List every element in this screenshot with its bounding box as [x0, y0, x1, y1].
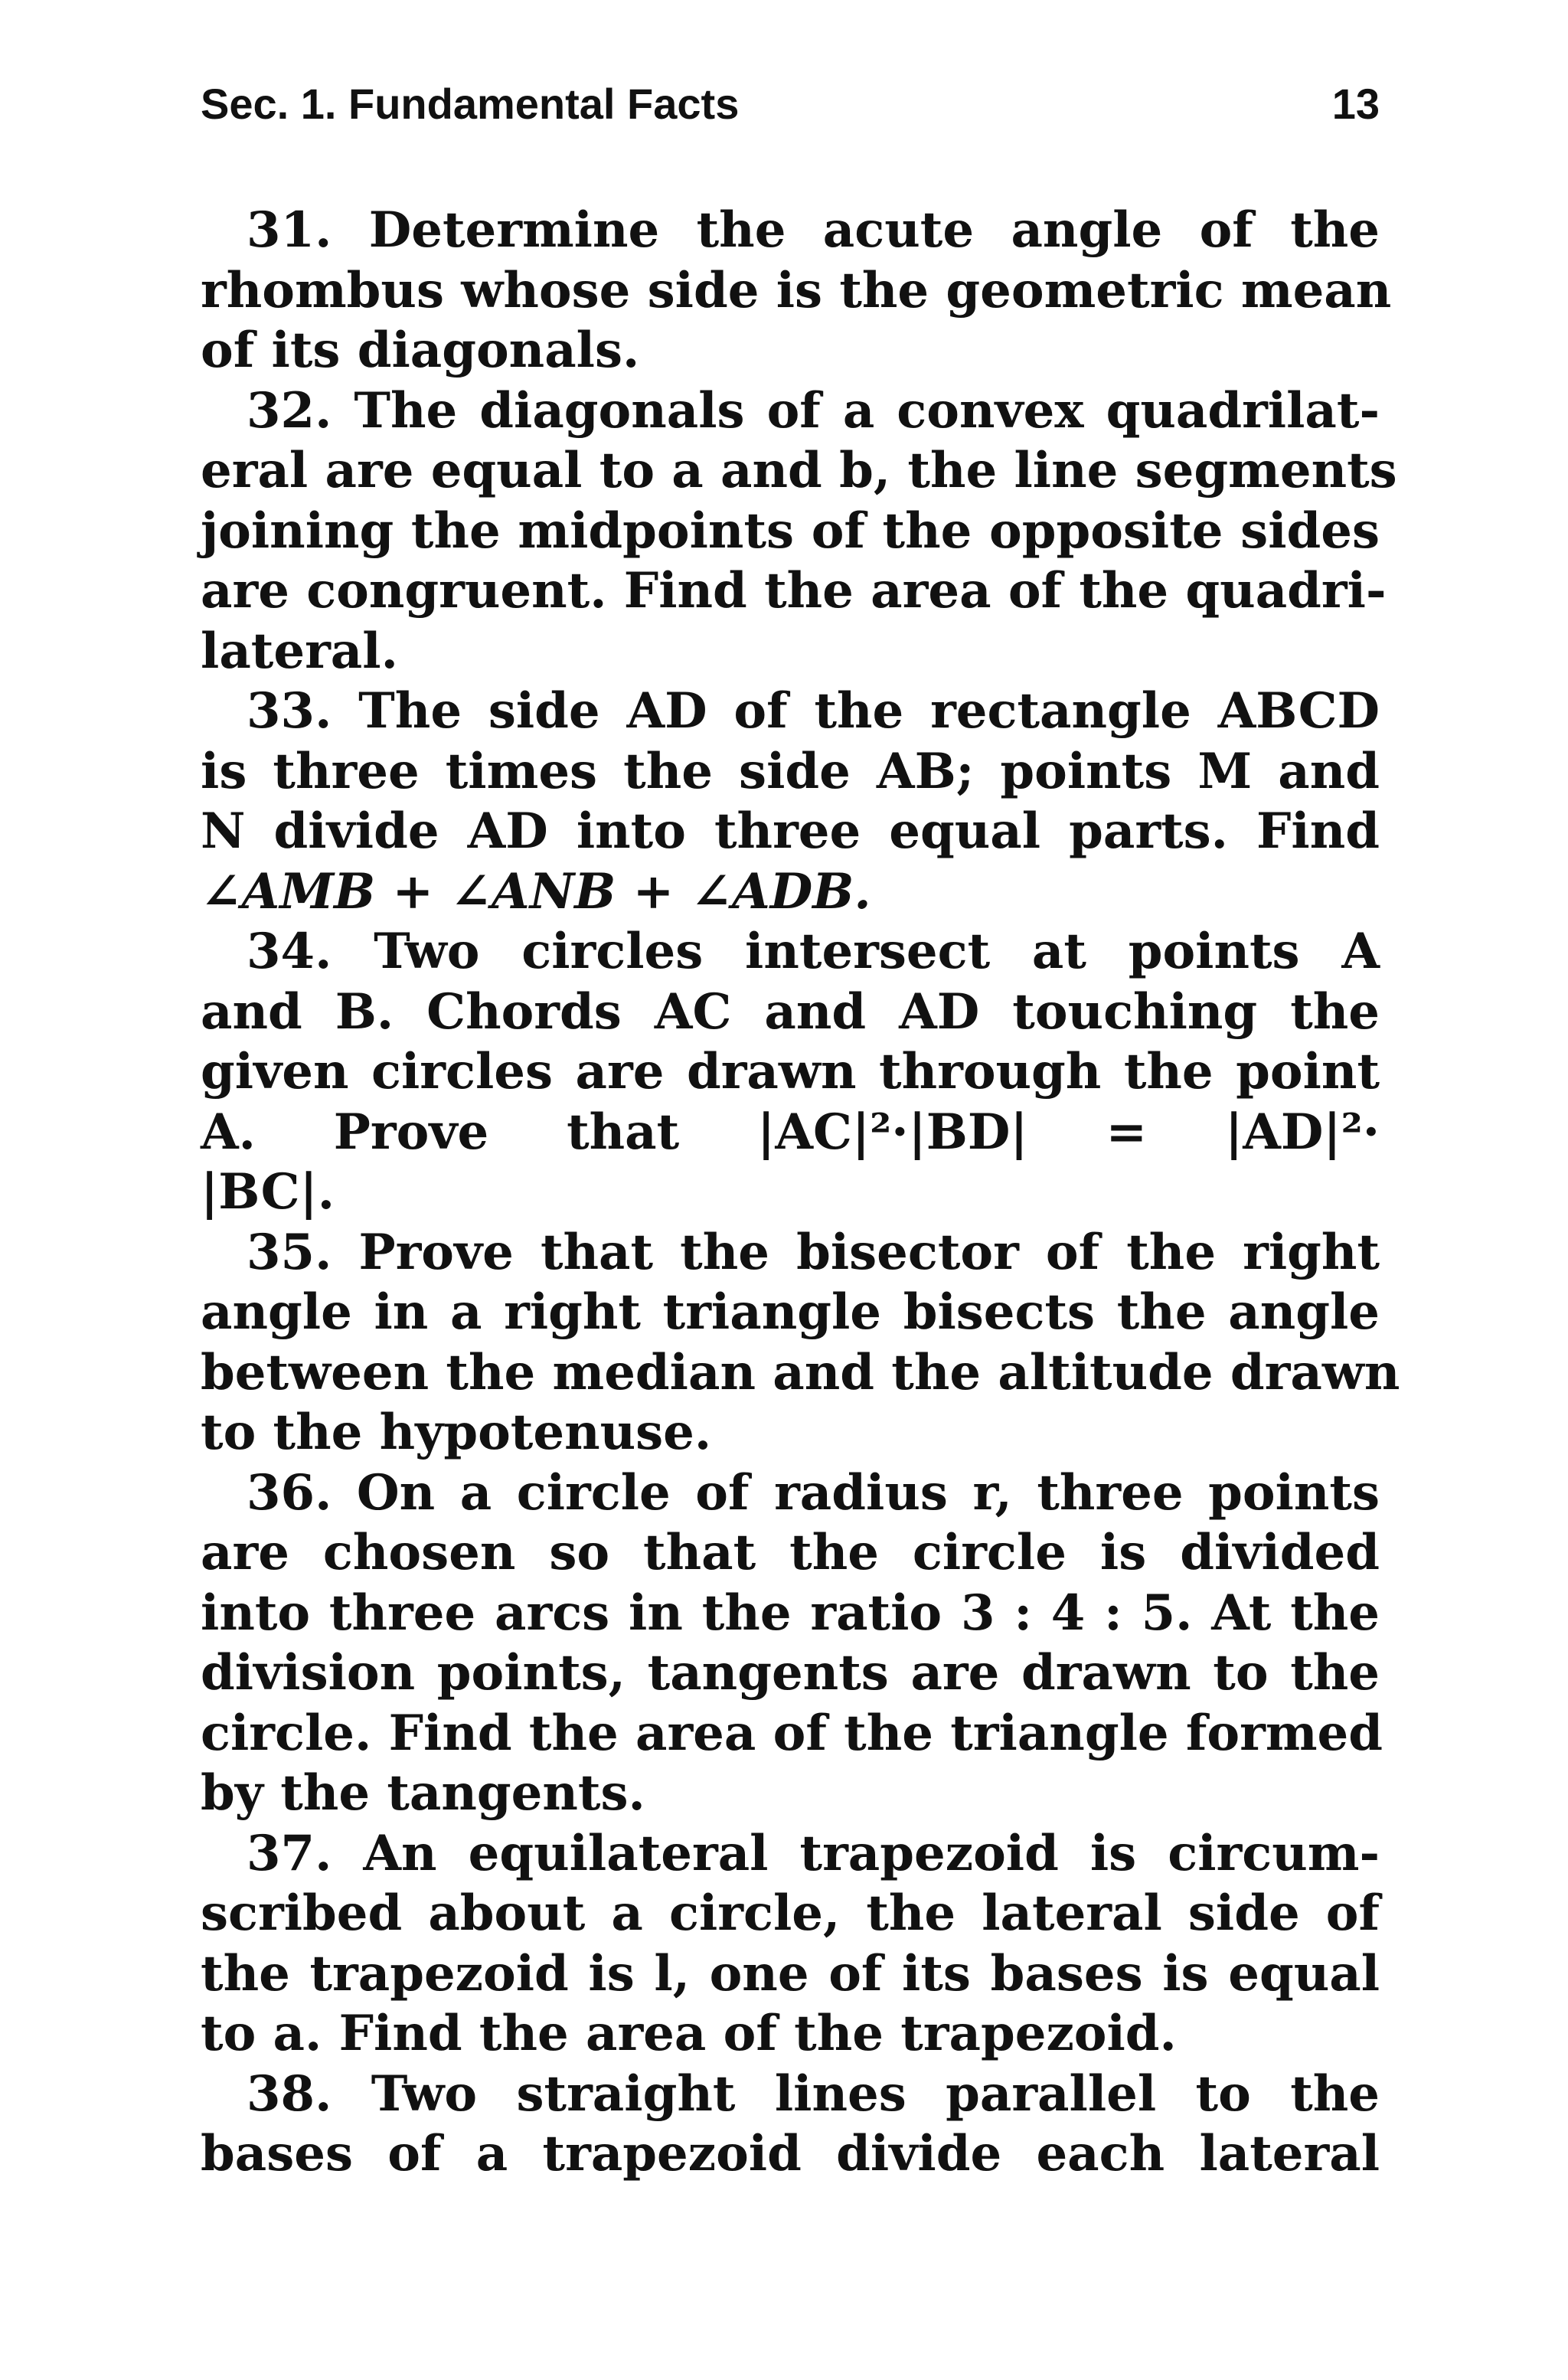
problem-text: Two straight lines parallel to the — [371, 2065, 1380, 2123]
problem-33-line-3: N divide AD into three equal parts. Find — [201, 803, 1380, 860]
problem-34-line-3: given circles are drawn through the point — [201, 1043, 1380, 1100]
problem-33-line-1 — [201, 682, 1380, 742]
problem-34-line-2: and B. Chords AC and AD touching the — [201, 982, 1380, 1041]
problem-32-line-3: joining the midpoints of the opposite sides — [201, 502, 1380, 560]
problem-number: 33. — [247, 682, 332, 740]
problem-text: An equilateral trapezoid is circum- — [363, 1824, 1380, 1882]
problem-31-line-1 — [201, 201, 1380, 261]
page-number: 13 — [1331, 80, 1380, 128]
problem-34-line-1 — [201, 922, 1380, 982]
problem-37-line-2: scribed about a circle, the lateral side of — [201, 1885, 1380, 1942]
problem-number: 36. — [247, 1463, 332, 1522]
problem-38-line-1 — [201, 2065, 1380, 2125]
problem-38-line-2: bases of a trapezoid divide each lateral — [201, 2125, 1380, 2182]
running-head — [201, 74, 1380, 135]
problem-36-line-4: division points, tangents are drawn to the — [201, 1644, 1380, 1702]
problem-text: Two circles intersect at points A — [374, 923, 1380, 980]
problem-32-line-4: are congruent. Find the area of the quadri- — [201, 562, 1387, 620]
problem-32-line-2: eral are equal to a and b, the line segments — [201, 442, 1397, 499]
problem-35-line-3: between the median and the altitude drawn — [201, 1343, 1400, 1401]
problem-36-line-1 — [201, 1463, 1380, 1524]
problem-32-line-1 — [201, 381, 1380, 442]
problem-37-line-1 — [201, 1824, 1380, 1885]
problem-number: 31. — [247, 201, 332, 259]
section-title: Sec. 1. Fundamental Facts — [201, 80, 740, 128]
problem-36-line-2: are chosen so that the circle is divided — [201, 1524, 1380, 1581]
problem-37-line-4: to a. Find the area of the trapezoid. — [201, 2005, 1177, 2062]
problem-35-line-1 — [201, 1223, 1380, 1283]
problem-number: 34. — [247, 923, 332, 980]
problem-number: 37. — [247, 1824, 332, 1882]
problem-36-line-6: by the tangents. — [201, 1764, 645, 1822]
problem-37-line-3: the trapezoid is l, one of its bases is equal — [201, 1944, 1380, 2002]
problem-text: On a circle of radius r, three points — [356, 1463, 1380, 1522]
problem-34-line-4: A. Prove that |AC|²·|BD| = |AD|²· — [201, 1103, 1380, 1161]
problem-35-line-2: angle in a right triangle bisects the angle — [201, 1283, 1380, 1341]
problem-34-line-5: |BC|. — [201, 1163, 335, 1221]
problem-32-line-5: lateral. — [201, 622, 398, 680]
problem-text: Determine the acute angle of the — [368, 201, 1380, 259]
problem-number: 38. — [247, 2065, 332, 2123]
problem-35-line-4: to the hypotenuse. — [201, 1404, 712, 1461]
problem-33-line-4: ∠AMB + ∠ANB + ∠ADB. — [201, 862, 871, 920]
problem-list — [201, 201, 1400, 2185]
problem-36-line-3: into three arcs in the ratio 3 : 4 : 5. At the — [201, 1584, 1380, 1642]
problem-number: 32. — [247, 381, 332, 440]
problem-text: The side AD of the rectangle ABCD — [358, 682, 1380, 740]
problem-31-line-3: of its diagonals. — [201, 322, 640, 379]
problem-33-line-2: is three times the side AB; points M and — [201, 742, 1380, 800]
problem-text: The diagonals of a convex quadrilat- — [354, 381, 1380, 440]
problem-number: 35. — [247, 1223, 332, 1281]
problem-31-line-2: rhombus whose side is the geometric mean — [201, 261, 1392, 319]
problem-text: Prove that the bisector of the right — [358, 1223, 1380, 1281]
problem-36-line-5: circle. Find the area of the triangle formed — [201, 1704, 1383, 1762]
